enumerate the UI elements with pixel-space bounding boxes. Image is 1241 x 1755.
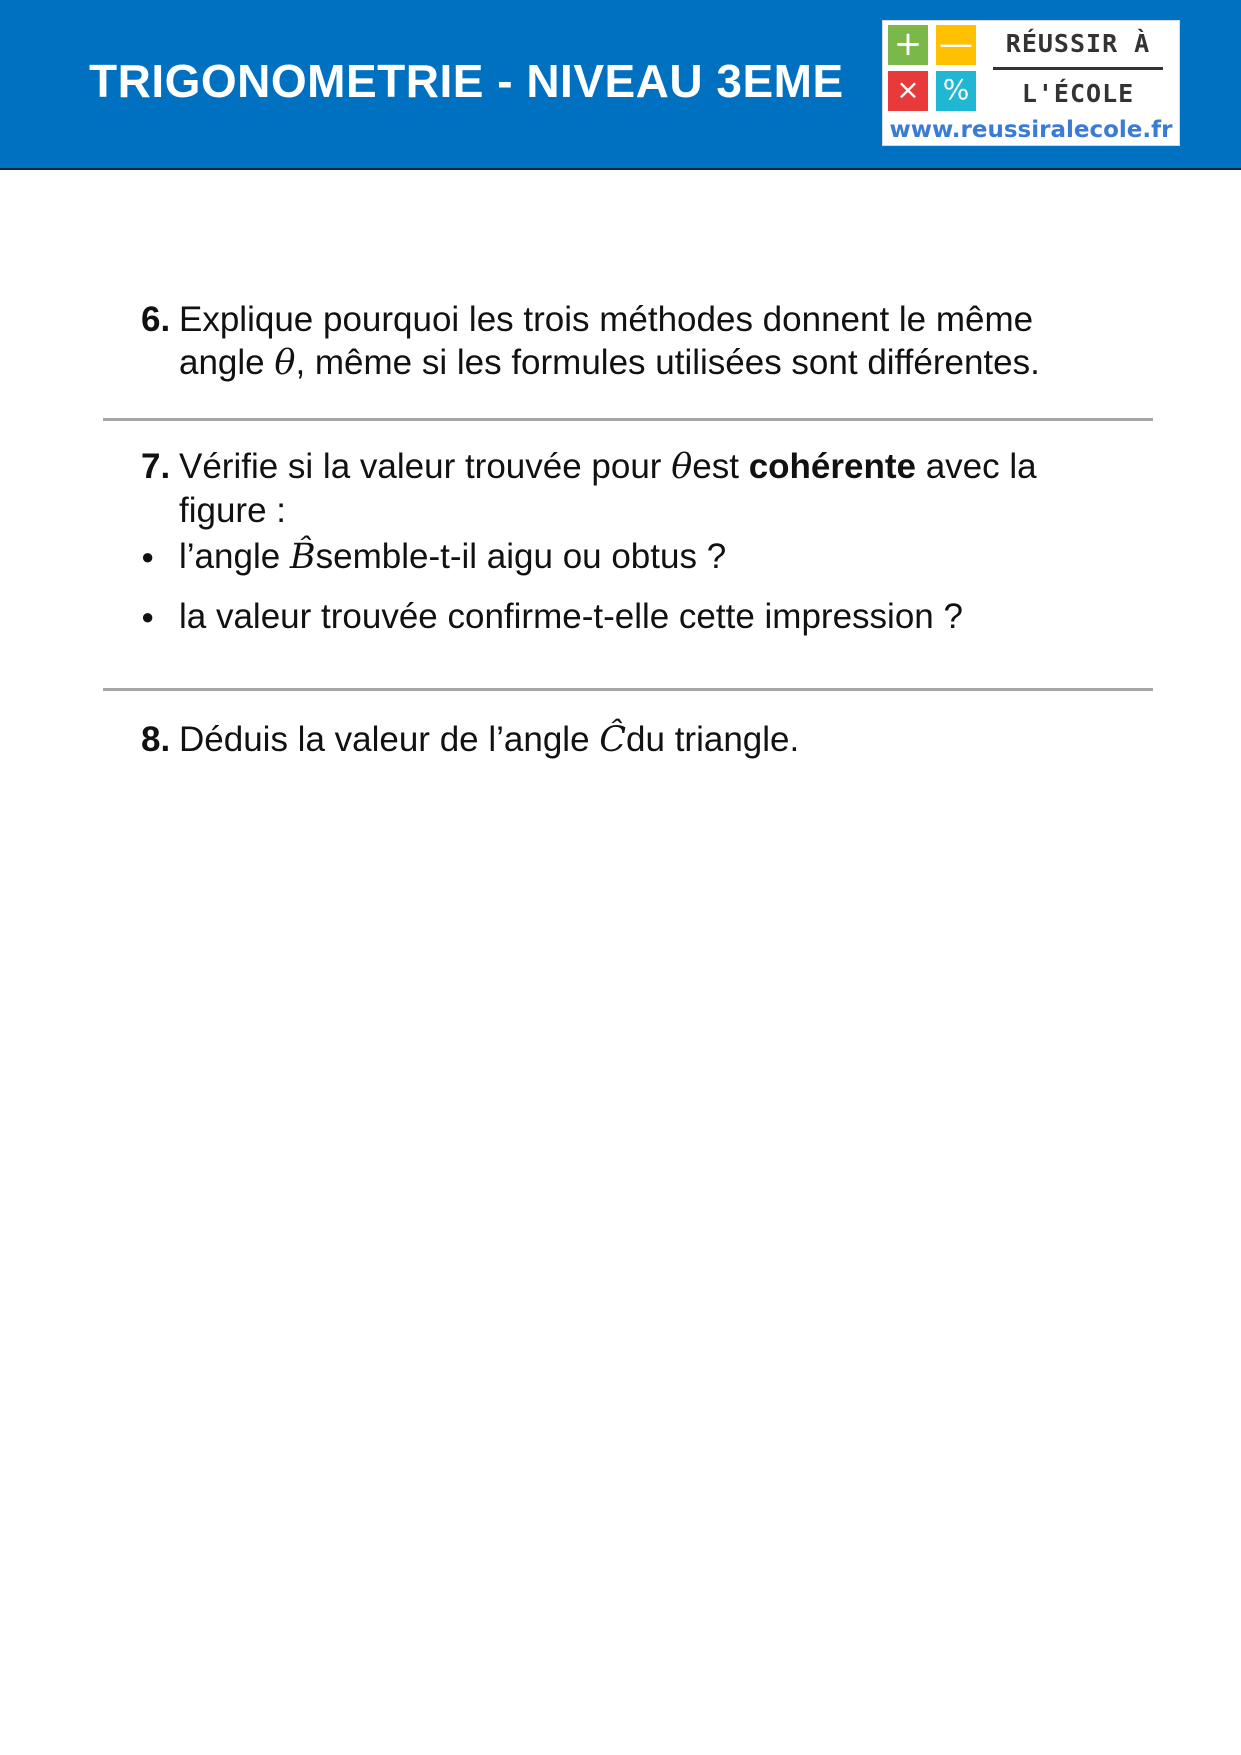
percent-icon: % bbox=[936, 71, 976, 111]
theta-symbol: θ bbox=[274, 343, 296, 383]
text-run: du triangle. bbox=[626, 720, 800, 759]
question-number: 7. bbox=[141, 447, 171, 486]
text-run: , même si les formules utilisées sont différentes. bbox=[295, 343, 1040, 382]
question-line: Explique pourquoi les trois méthodes donnent le même bbox=[179, 300, 1034, 339]
question-6 bbox=[141, 298, 1141, 385]
text-run: est bbox=[692, 447, 749, 486]
question-text bbox=[179, 445, 1141, 532]
angle-c-symbol: Ĉ bbox=[599, 720, 627, 760]
text-run: Vérifie si la valeur trouvée pour bbox=[179, 447, 672, 486]
question-7 bbox=[141, 445, 1141, 532]
logo-text-line2: L'ÉCOLE bbox=[1021, 79, 1135, 108]
question-text bbox=[179, 718, 1141, 762]
text-run: angle bbox=[179, 343, 275, 382]
angle-b-symbol: B̂ bbox=[289, 537, 316, 577]
separator bbox=[103, 418, 1153, 421]
bullet-item bbox=[141, 535, 1141, 579]
bullet-dot: ● bbox=[141, 544, 155, 569]
times-icon: × bbox=[888, 71, 928, 111]
question-line bbox=[179, 341, 1141, 385]
logo-text-line1: RÉUSSIR À bbox=[1005, 29, 1151, 58]
text-run: Déduis la valeur de l’angle bbox=[179, 720, 600, 759]
plus-icon: + bbox=[888, 25, 928, 65]
theta-symbol: θ bbox=[671, 447, 693, 487]
page-header bbox=[0, 0, 1241, 170]
minus-icon: — bbox=[936, 25, 976, 65]
bullet-text: la valeur trouvée confirme-t-elle cette impression ? bbox=[179, 597, 963, 636]
logo-divider bbox=[993, 67, 1163, 70]
text-run: l’angle bbox=[179, 537, 290, 576]
question-line bbox=[179, 445, 1141, 489]
question-line: figure : bbox=[179, 491, 286, 530]
site-logo bbox=[882, 20, 1180, 146]
emphasis-text: cohérente bbox=[748, 447, 916, 486]
bullet-item bbox=[141, 595, 1141, 638]
question-8 bbox=[141, 718, 1141, 762]
question-text bbox=[179, 298, 1141, 385]
separator bbox=[103, 688, 1153, 691]
question-number: 8. bbox=[141, 720, 171, 759]
text-run: avec la bbox=[915, 447, 1037, 486]
question-number: 6. bbox=[141, 300, 171, 339]
logo-url[interactable]: www.reussiralecole.fr bbox=[889, 117, 1173, 143]
text-run: semble-t-il aigu ou obtus ? bbox=[315, 537, 727, 576]
bullet-dot: ● bbox=[141, 604, 155, 629]
page-title: TRIGONOMETRIE - NIVEAU 3EME bbox=[89, 55, 844, 107]
